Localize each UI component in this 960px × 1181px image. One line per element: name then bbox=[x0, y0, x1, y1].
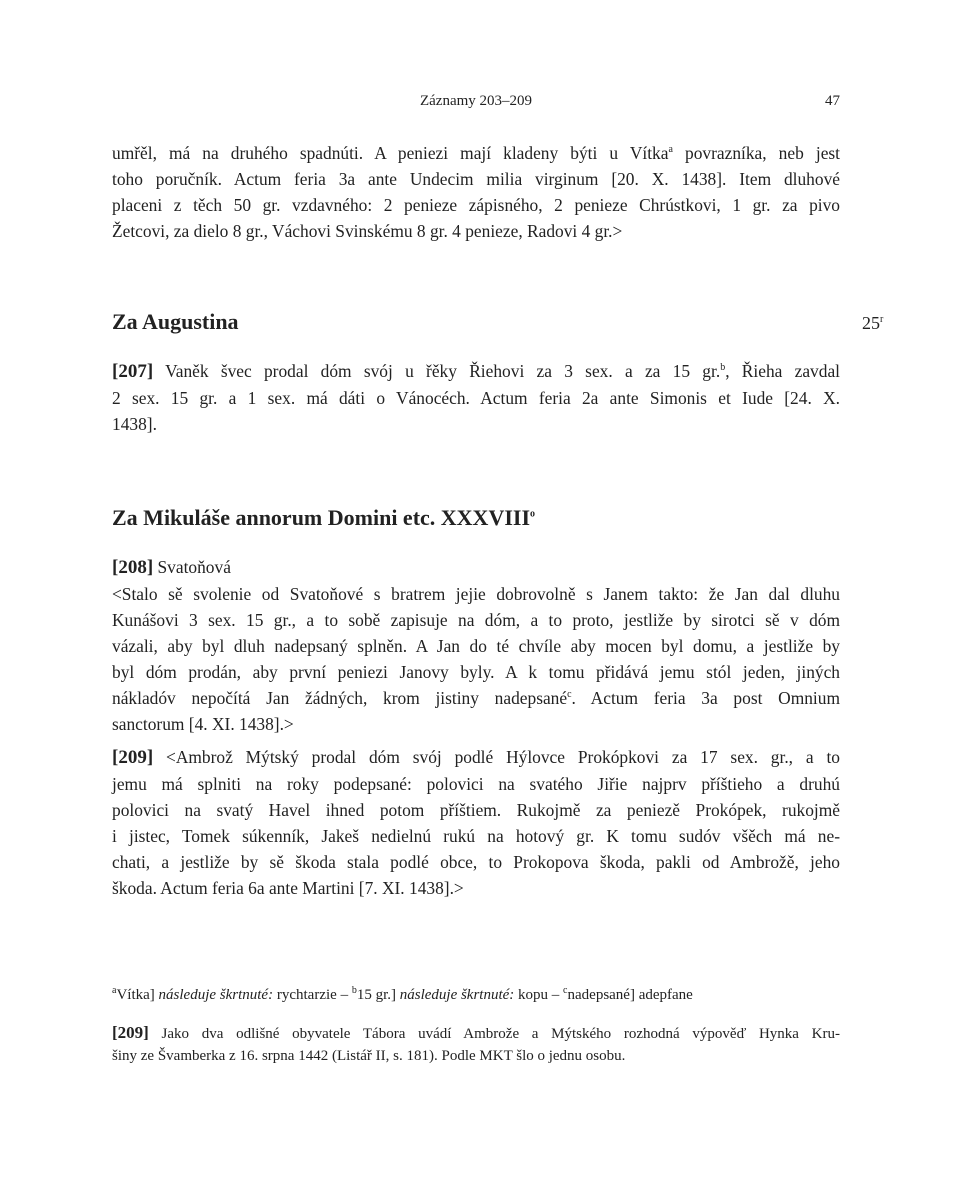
text-line bbox=[112, 744, 840, 771]
footnote-note: adepfane bbox=[638, 987, 693, 1003]
footnote-lemma: nadepsané] bbox=[567, 987, 635, 1003]
text-line: <Stalo sě svolenie od Svatoňové s bratrem jejie dobrovolně s Janem takto: že Jan dal dluhu bbox=[112, 584, 840, 604]
entry-208 bbox=[112, 554, 840, 737]
text-span: . Actum feria 3a post Omnium bbox=[571, 688, 840, 708]
heading-text: Za Mikuláše annorum Domini etc. XXXVIII bbox=[112, 505, 531, 530]
footnote-separator: – bbox=[336, 987, 352, 1003]
entry-207 bbox=[112, 358, 840, 437]
folio-side: r bbox=[880, 314, 884, 325]
text-span: umřěl, má na druhého spadnúti. A peniezi mají kladeny býti u Vítka bbox=[112, 143, 669, 163]
footnote-commentary bbox=[112, 1022, 840, 1067]
text-span: nákladóv nepočítá Jan žádných, krom jistiny nadepsané bbox=[112, 688, 568, 708]
text-line: jemu má splniti na roky podepsané: polovici na svatého Jiřie najprv příštieho a druhú bbox=[112, 774, 840, 794]
footnote-note-italic: následuje škrtnuté: bbox=[158, 987, 274, 1003]
text-line: vázali, aby byl dluh nadepsaný splněn. A Jan do té chvíle aby mocen byl domu, a jestliže by bbox=[112, 636, 840, 656]
text-span: Jako dva odlišné obyvatele Tábora uvádí Ambrože a Mýtského rozhodná výpověď Hynka Kru- bbox=[148, 1026, 840, 1042]
footnote-note: rychtarzie bbox=[276, 987, 337, 1003]
text-line bbox=[112, 358, 840, 385]
text-line bbox=[112, 984, 840, 1006]
footnote-note: kopu bbox=[518, 987, 549, 1003]
text-line: byl dóm prodán, aby první peniezi Janovy byly. A k tomu přidává jemu stól jeden, jiných bbox=[112, 662, 840, 682]
text-line: 2 sex. 15 gr. a 1 sex. má dáti o Vánocéch. Actum feria 2a ante Simonis et Iude [24. X. bbox=[112, 388, 840, 408]
entry-number: [208] bbox=[112, 557, 154, 578]
text-line: škoda. Actum feria 6a ante Martini [7. XI. 1438].> bbox=[112, 878, 464, 898]
text-line: Kunášovi 3 sex. 15 gr., a to sobě zapisuje na dóm, a to proto, jestliže by sirotci sě v dóm bbox=[112, 610, 840, 630]
text-line: sanctorum [4. XI. 1438].> bbox=[112, 714, 294, 734]
text-line bbox=[112, 685, 840, 711]
text-line: chati, a jestliže by sě škoda stala podlé obce, to Prokopova škoda, pakli od Ambrožě, jeho bbox=[112, 852, 840, 872]
text-line bbox=[112, 1022, 840, 1045]
footnote-note-italic: následuje škrtnuté: bbox=[399, 987, 515, 1003]
folio-number: 25 bbox=[862, 313, 880, 333]
footnote-marker: b bbox=[720, 362, 726, 374]
footnote-lemma: Vítka] bbox=[116, 987, 155, 1003]
text-line: šiny ze Švamberka z 16. srpna 1442 (Listář II, s. 181). Podle MKT šlo o jednu osobu. bbox=[112, 1048, 626, 1064]
text-line: 1438]. bbox=[112, 414, 157, 434]
footnote-separator: – bbox=[548, 987, 564, 1003]
footnote-marker: a bbox=[668, 144, 673, 156]
text-line: toho poručník. Actum feria 3a ante Undecim milia virginum [20. X. 1438]. Item dluhové bbox=[112, 169, 840, 189]
text-line: i jistec, Tomek súkenník, Jakeš nedielnú rukú na hotový gr. K tomu sudóv všěch má ne- bbox=[112, 826, 840, 846]
heading-superscript: o bbox=[530, 508, 536, 520]
text-span: povrazníka, neb jest bbox=[672, 143, 841, 163]
footnote-lemma: 15 gr.] bbox=[356, 987, 396, 1003]
page-number: 47 bbox=[825, 93, 840, 109]
footnote-marker: b bbox=[351, 985, 357, 996]
text-line: placeni z těch 50 gr. vzdavného: 2 penieze zápisného, 2 penieze Chrústkovi, 1 gr. za pivo bbox=[112, 195, 840, 215]
running-head-title: Záznamy 203–209 bbox=[419, 93, 533, 109]
text-span: Vaněk švec prodal dóm svój u řěky Řiehovi za 3 sex. a za 15 gr. bbox=[153, 361, 721, 381]
folio-marker bbox=[862, 312, 883, 334]
footnote-apparatus bbox=[112, 984, 840, 1006]
text-line: Žetcovi, za dielo 8 gr., Váchovi Svinskému 8 gr. 4 penieze, Radovi 4 gr.> bbox=[112, 221, 623, 241]
entry-number: [209] bbox=[112, 747, 154, 768]
entry-number: [209] bbox=[112, 1023, 149, 1042]
footnote-marker: a bbox=[112, 985, 117, 996]
entry-209 bbox=[112, 744, 840, 901]
text-line bbox=[112, 140, 840, 166]
text-line: polovici na svatý Havel ihned potom příštiem. Rukojmě za peniezě Prokópek, rukojmě bbox=[112, 800, 840, 820]
footnote-marker: c bbox=[567, 689, 572, 701]
section-heading-augustina: Za Augustina bbox=[112, 309, 239, 334]
entry-number: [207] bbox=[112, 361, 154, 382]
text-line bbox=[112, 554, 840, 581]
continuation-paragraph bbox=[112, 140, 840, 244]
entry-title: Svatoňová bbox=[153, 557, 231, 577]
section-heading-mikulase bbox=[112, 504, 840, 532]
text-span: <Ambrož Mýtský prodal dóm svój podlé Hýlovce Prokópkovi za 17 sex. gr., a to bbox=[153, 747, 840, 767]
text-span: , Řieha zavdal bbox=[725, 361, 840, 381]
footnote-marker: c bbox=[563, 985, 568, 996]
